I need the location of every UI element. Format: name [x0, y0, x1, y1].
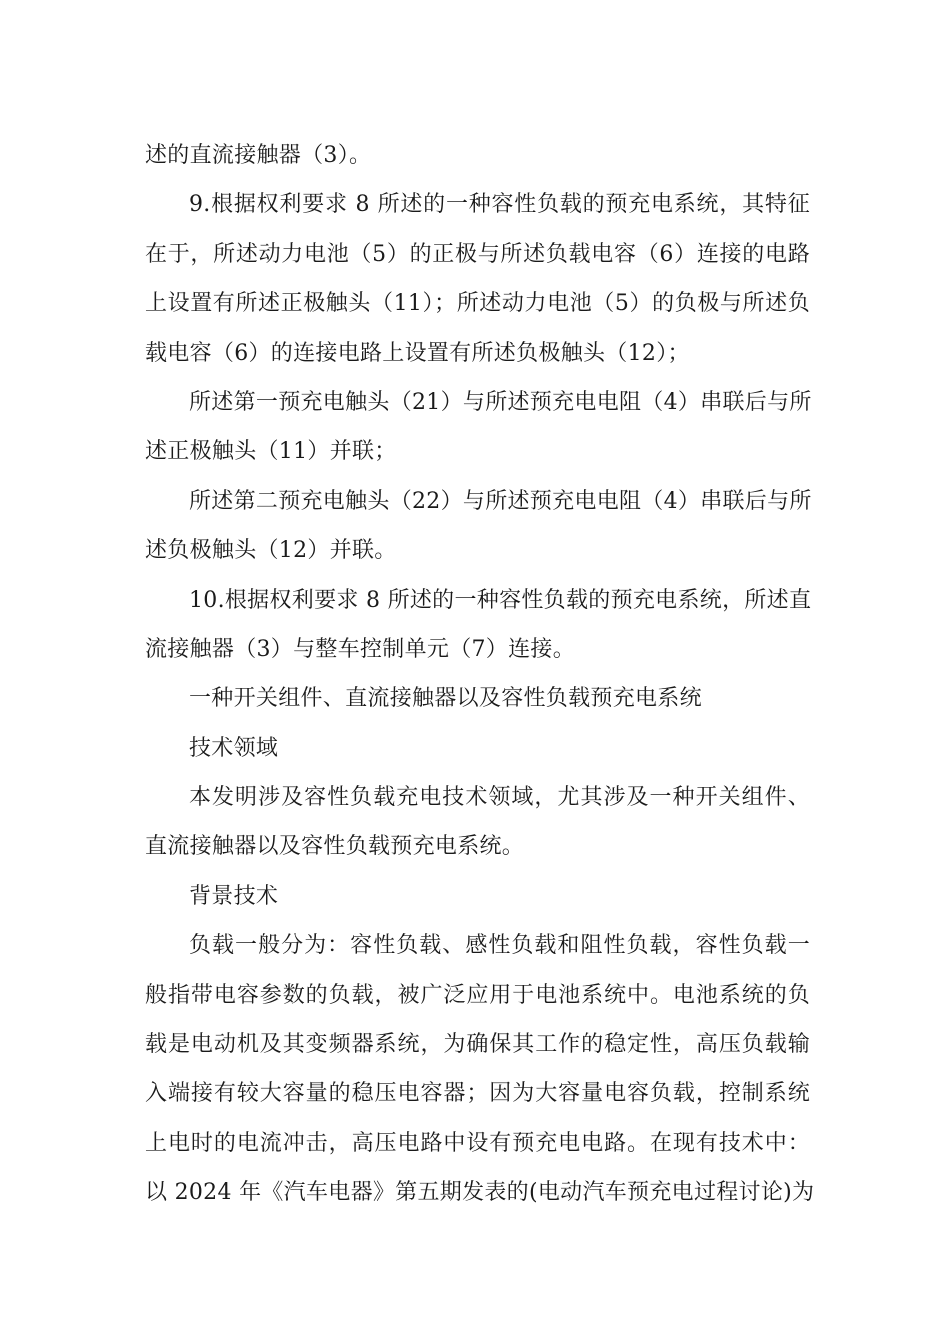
- background-line-4: 入端接有较大容量的稳压电容器；因为大容量电容负载，控制系统: [145, 1081, 810, 1107]
- claim-9-para3-line-1: 所述第二预充电触头（22）与所述预充电电阻（4）串联后与所: [189, 488, 812, 514]
- claim-9-line-3: 上设置有所述正极触头（11）；所述动力电池（5）的负极与所述负: [145, 291, 810, 317]
- background-line-1: 负载一般分为：容性负载、感性负载和阻性负载，容性负载一: [189, 933, 810, 959]
- technical-field-line-2: 直流接触器以及容性负载预充电系统。: [145, 834, 525, 860]
- claim-9-line-4: 载电容（6）的连接电路上设置有所述负极触头（12）；: [145, 340, 690, 366]
- claim-9-para2-line-2: 述正极触头（11）并联；: [145, 439, 397, 465]
- claim-9-line-1: 9.根据权利要求 8 所述的一种容性负载的预充电系统，其特征: [189, 192, 810, 218]
- claim-10-line-2: 流接触器（3）与整车控制单元（7）连接。: [145, 636, 575, 662]
- claim-9-para3-line-2: 述负极触头（12）并联。: [145, 538, 397, 564]
- background-line-2: 般指带电容参数的负载，被广泛应用于电池系统中。电池系统的负: [145, 982, 810, 1008]
- claim-9-para2-line-1: 所述第一预充电触头（21）与所述预充电电阻（4）串联后与所: [189, 389, 812, 415]
- background-line-5: 上电时的电流冲击，高压电路中设有预充电电路。在现有技术中：: [145, 1130, 810, 1156]
- section-heading-background: 背景技术: [189, 883, 279, 909]
- technical-field-line-1: 本发明涉及容性负载充电技术领域，尤其涉及一种开关组件、: [189, 785, 810, 811]
- claim-9-line-2: 在于，所述动力电池（5）的正极与所述负载电容（6）连接的电路: [145, 241, 810, 267]
- background-line-6: 以 2024 年《汽车电器》第五期发表的(电动汽车预充电过程讨论)为: [145, 1180, 815, 1206]
- invention-title: 一种开关组件、直流接触器以及容性负载预充电系统: [189, 686, 702, 712]
- background-line-3: 载是电动机及其变频器系统，为确保其工作的稳定性，高压负载输: [145, 1032, 810, 1058]
- text-line-1: 述的直流接触器（3）。: [145, 143, 372, 168]
- claim-10-line-1: 10.根据权利要求 8 所述的一种容性负载的预充电系统，所述直: [189, 587, 812, 613]
- document-page: [145, 131, 815, 1218]
- section-heading-technical-field: 技术领域: [189, 735, 279, 761]
